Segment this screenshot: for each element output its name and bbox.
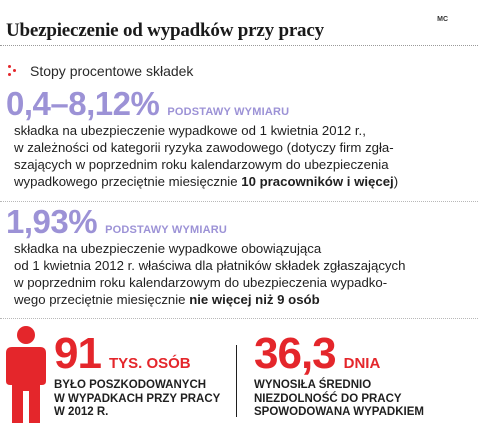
stat-unit-1: TYS. OSÓB [108, 355, 191, 372]
rate-block-2 [6, 204, 469, 308]
stat-number-1: 91 [54, 329, 101, 378]
stat-unit-2: DNIA [343, 355, 381, 372]
stat-description-1: BYŁO POSZKODOWANYCH W WYPADKACH PRZY PRACY W 2012 R. [54, 379, 221, 418]
header-divider [0, 45, 478, 46]
person-icon [4, 325, 48, 423]
rate-emphasis-1: 10 pracowników i więcej [241, 174, 394, 189]
rate-caption-1: PODSTAWY WYMIARU [167, 106, 290, 118]
rate-caption-2: PODSTAWY WYMIARU [105, 224, 228, 236]
stat-block-2 [254, 329, 424, 420]
rate-description-1: składka na ubezpieczenie wypadkowe od 1 kwietnia 2012 r., w zależności od kategorii ryzyka zawodowego (dotyczy firm zgła- szających w poprzednim roku kalendarzowym do ubezpieczenia wypadkowego przeciętnie miesięcznie 10 pracowników i więcej) [14, 123, 399, 189]
stat-block-1 [54, 329, 221, 420]
rate-value-1: 0,4–8,12% [6, 85, 160, 122]
page-title: Ubezpieczenie od wypadków przy pracy [6, 20, 324, 41]
red-dots-bullet-icon [8, 65, 20, 77]
stat-number-2: 36,3 [254, 329, 336, 378]
stats-divider [236, 345, 237, 417]
rate-description-2: składka na ubezpieczenie wypadkowe obowiązująca od 1 kwietnia 2012 r. właściwa dla płatników składek zgłaszających w poprzednim roku kalendarzowym do ubezpieczenia wypadko- wego przeciętnie miesięcznie nie więcej niż 9 osób [14, 241, 406, 307]
credit-label: MC [437, 16, 448, 23]
rate-block-1 [6, 86, 469, 190]
rate-value-2: 1,93% [6, 203, 98, 240]
subtitle: Stopy procentowe składek [30, 63, 194, 79]
stat-description-2: WYNOSIŁA ŚREDNIO NIEZDOLNOŚĆ DO PRACY SPOWODOWANA WYPADKIEM [254, 379, 424, 418]
rate-emphasis-2: nie więcej niż 9 osób [189, 292, 320, 307]
subtitle-row [8, 63, 193, 79]
section-divider-2 [0, 318, 478, 319]
section-divider-1 [0, 201, 478, 202]
